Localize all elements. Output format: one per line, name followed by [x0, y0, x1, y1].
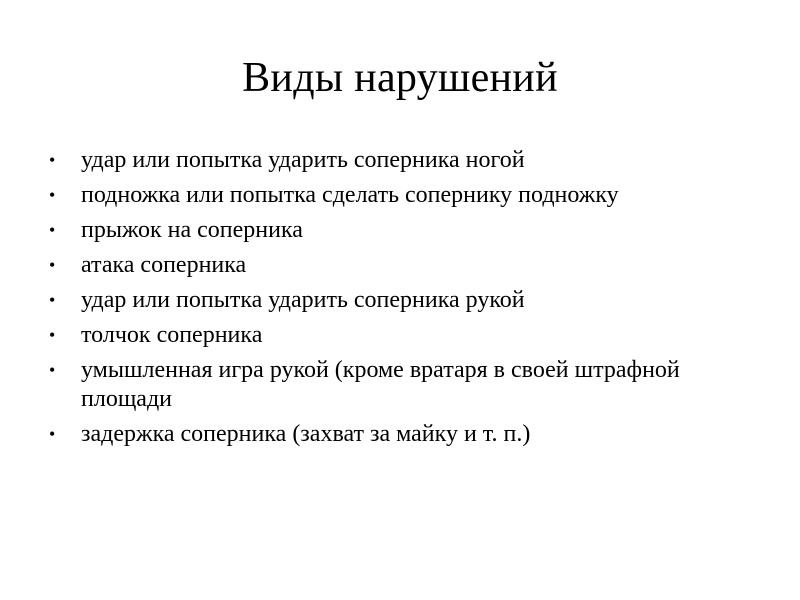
bullet-icon: • — [49, 290, 56, 310]
bullet-icon: • — [49, 255, 56, 275]
list-item-text: подножка или попытка сделать сопернику подножку — [81, 182, 619, 208]
bullet-icon: • — [49, 220, 56, 240]
list-item — [48, 356, 748, 414]
bullet-icon: • — [49, 424, 56, 444]
list-item — [48, 146, 748, 175]
bullet-icon: • — [49, 185, 56, 205]
list-item — [48, 321, 748, 350]
bullet-list — [48, 146, 748, 455]
list-item — [48, 181, 748, 210]
list-item — [48, 420, 748, 449]
list-item-text: удар или попытка ударить соперника ногой — [81, 147, 525, 173]
list-item-text: умышленная игра рукой (кроме вратаря в своей штрафной площади — [81, 357, 680, 412]
bullet-icon: • — [49, 150, 56, 170]
list-item-text: атака соперника — [81, 252, 247, 278]
list-item — [48, 251, 748, 280]
list-item-text: задержка соперника (захват за майку и т. п.) — [81, 421, 531, 447]
bullet-icon: • — [49, 360, 56, 380]
list-item — [48, 216, 748, 245]
list-item-text: удар или попытка ударить соперника рукой — [81, 287, 525, 313]
slide-title: Виды нарушений — [242, 55, 558, 101]
list-item-text: толчок соперника — [81, 322, 263, 348]
list-item-text: прыжок на соперника — [81, 217, 303, 243]
bullet-icon: • — [49, 325, 56, 345]
list-item — [48, 286, 748, 315]
